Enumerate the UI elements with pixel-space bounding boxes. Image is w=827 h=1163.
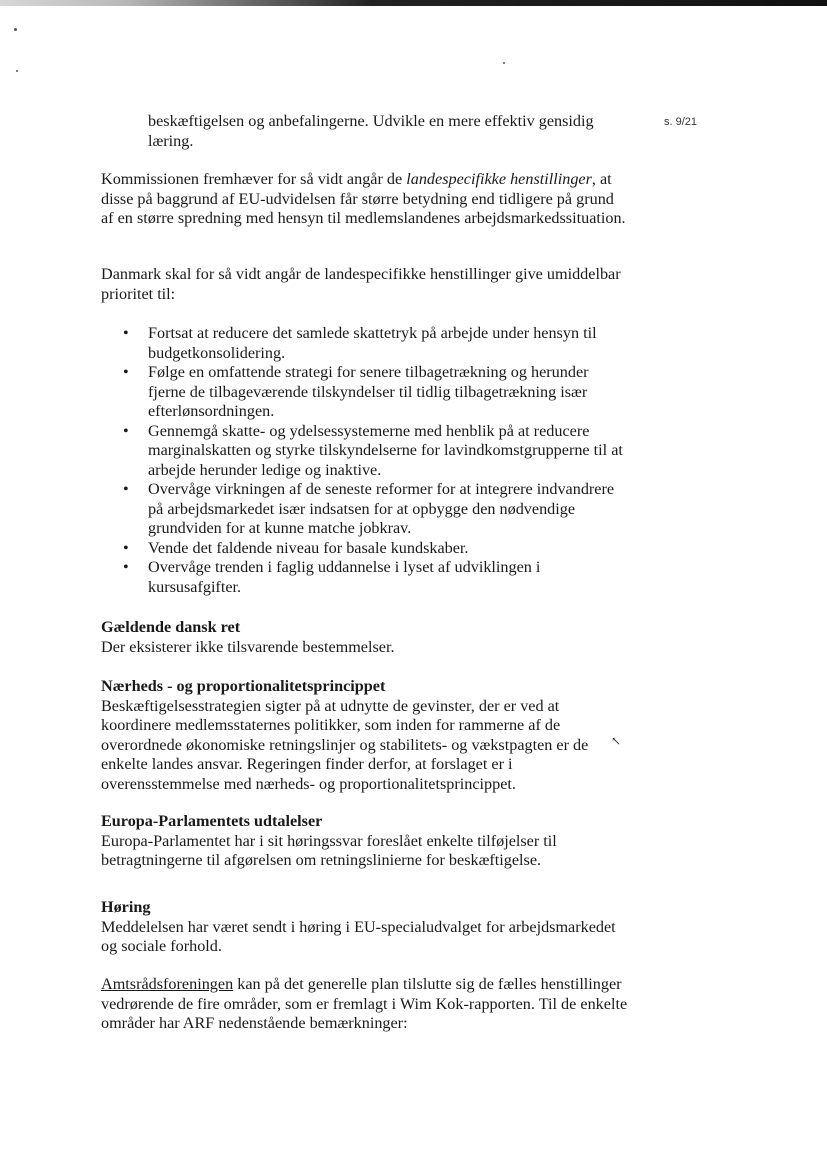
- section-heading: Nærheds - og proportionalitetsprincippet: [101, 677, 386, 695]
- list-item: [101, 558, 629, 597]
- section-body: Der eksisterer ikke tilsvarende bestemmelser.: [101, 637, 395, 656]
- section-gaeldende-dansk-ret: [101, 618, 629, 657]
- list-item-text: Gennemgå skatte- og ydelsessystemerne med henblik på at reducere marginalskatten og styrke tilskyndelserne for lavindkomstgrupperne til at arbejde herunder ledige og inaktive.: [148, 421, 623, 479]
- scan-speck: [14, 28, 17, 31]
- paragraph-text: Kommissionen fremhæver for så vidt angår de: [101, 170, 407, 188]
- scan-edge-bar: [0, 0, 827, 6]
- paragraph-prioritet: Danmark skal for så vidt angår de landespecifikke henstillinger give umiddelbar prioritet til:: [101, 265, 621, 303]
- list-item: [101, 324, 629, 363]
- section-body: Beskæftigelsesstrategien sigter på at udnytte de gevinster, der er ved at koordinere medlemsstaternes politikker, som inden for rammerne af de overordnede økonomiske retningslinjer og stabilitets- og vækstpagten er de enkelte landes ansvar. Regeringen finder derfor, at forslaget er i overensstemmelse med nærheds- og proportionalitetsprincippet.: [101, 696, 589, 793]
- paragraph-landespecifikke: [101, 170, 629, 229]
- continuation-text: beskæftigelsen og anbefalingerne. Udvikle en mere effektiv gensidig læring.: [148, 112, 594, 150]
- list-item: [101, 539, 629, 559]
- paragraph-text: kan på det generelle plan tilslutte sig de fælles henstillinger vedrørende de fire områder, som er fremlagt i Wim Kok-rapporten. Til de enkelte områder har ARF nedenstående bemærkninger:: [101, 975, 628, 1032]
- list-item-text: Vende det faldende niveau for basale kundskaber.: [148, 538, 469, 557]
- bullet-icon: •: [123, 324, 129, 342]
- bullet-icon: •: [123, 421, 129, 440]
- underlined-organization: Amtsrådsforeningen: [101, 975, 234, 993]
- list-item: [101, 363, 629, 422]
- section-naerhedsprincip: [101, 677, 629, 794]
- section-body: Europa-Parlamentet har i sit høringssvar foreslået enkelte tilføjelser til betragtningerne til afgørelsen om retningslinierne for beskæftigelse.: [101, 831, 557, 869]
- list-item-text: Fortsat at reducere det samlede skattetryk på arbejde under hensyn til budgetkonsolidering.: [148, 324, 597, 362]
- list-item: [101, 480, 629, 539]
- priority-list: [101, 324, 629, 597]
- bullet-icon: •: [123, 558, 129, 576]
- list-item-text: Overvåge trenden i faglig uddannelse i lyset af udviklingen i kursusafgifter.: [148, 558, 541, 596]
- section-heading: Gældende dansk ret: [101, 618, 241, 636]
- list-item: [101, 422, 629, 481]
- paragraph-amtsraadsforeningen: [101, 975, 629, 1034]
- bullet-icon: •: [123, 538, 129, 557]
- scan-speck: [16, 70, 18, 72]
- scan-speck: [503, 62, 505, 64]
- section-heading: Europa-Parlamentets udtalelser: [101, 812, 323, 830]
- section-hoering: [101, 898, 629, 957]
- margin-mark-icon: ↖: [611, 734, 622, 748]
- list-item-text: Overvåge virkningen af de seneste reformer for at integrere indvandrere på arbejdsmarkedet især indsatsen for at opbygge den nødvendige grundviden for at kunne matche jobkrav.: [148, 480, 615, 537]
- page-number: s. 9/21: [664, 116, 698, 128]
- list-item-text: Følge en omfattende strategi for senere tilbagetrækning og herunder fjerne de tilbageværende tilskyndelser til tidlig tilbagetrækning især efterlønsordningen.: [148, 363, 589, 420]
- emphasis-text: landespecifikke henstillinger: [406, 170, 592, 188]
- bullet-icon: •: [123, 480, 129, 498]
- section-body: Meddelelsen har været sendt i høring i EU-specialudvalget for arbejdsmarkedet og sociale forhold.: [101, 917, 616, 955]
- section-heading: Høring: [101, 898, 151, 916]
- paragraph-text: , at disse på baggrund af EU-udvidelsen får større betydning end tidligere på grund af en større spredning med hensyn til medlemslandenes arbejdsmarkedssituation.: [101, 170, 626, 227]
- section-europa-parlamentet: [101, 812, 629, 871]
- bullet-icon: •: [123, 363, 129, 381]
